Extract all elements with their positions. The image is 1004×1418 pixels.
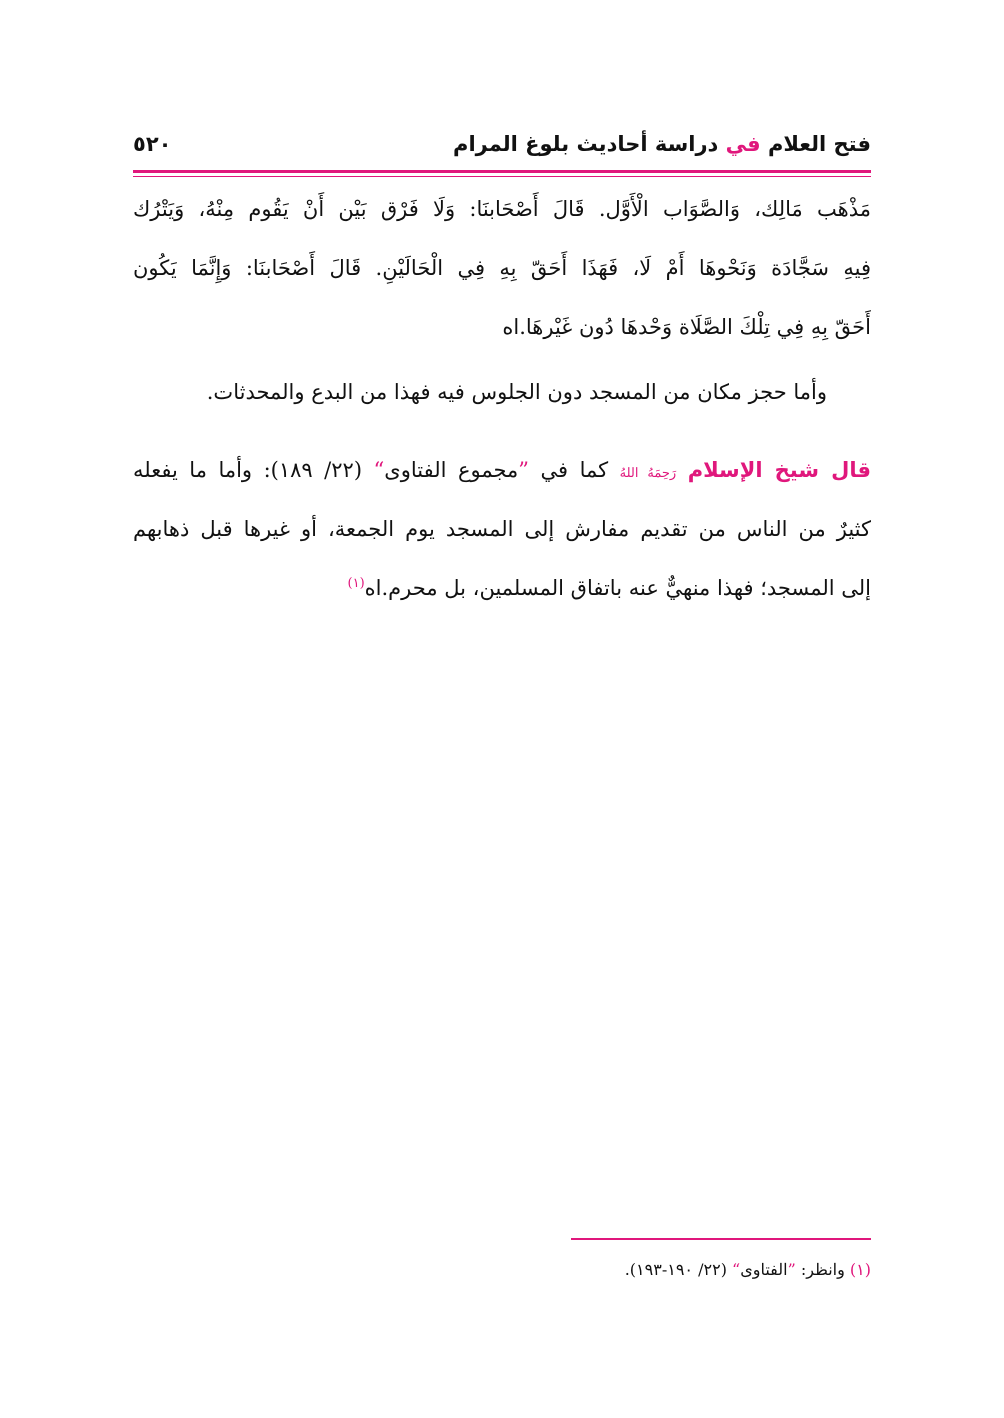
paragraph-shaykh-quote bbox=[133, 441, 871, 618]
quote-intro: كما في bbox=[529, 458, 620, 482]
footnote-citation: (٢٢/ ١٩٠-١٩٣). bbox=[624, 1260, 733, 1279]
header-rule-thick bbox=[133, 170, 871, 173]
paragraph-line: أَحَقّ بِهِ فِي تِلْكَ الصَّلَاة وَحْدهَا دُون غَيْرهَا.اه bbox=[502, 315, 871, 339]
footnote-separator bbox=[571, 1238, 871, 1240]
footnote bbox=[133, 1260, 871, 1279]
page-number: ٥٢٠ bbox=[133, 132, 172, 156]
footnote-quote-open: ” bbox=[787, 1260, 796, 1279]
paragraph-line bbox=[133, 559, 871, 618]
book-title-part1: فتح العلام bbox=[767, 132, 871, 156]
paragraph-line: فِيهِ سَجَّادَة وَنَحْوهَا أَمْ لَا، فَهَذَا أَحَقّ بِهِ فِي الْحَالَيْنِ. قَالَ أَصْحَابنَا: وَإِنَّمَا يَكُون bbox=[133, 256, 871, 280]
paragraph-line: مَذْهَب مَالِك، وَالصَّوَاب الْأَوَّل. قَالَ أَصْحَابنَا: وَلَا فَرْق بَيْن أَنْ يَقُوم مِنْهُ، وَيَتْرُك bbox=[133, 197, 871, 221]
speaker-label: قال شيخ الإسلام bbox=[687, 458, 871, 482]
honorific-glyph: رَحِمَهُ اللهُ bbox=[619, 466, 677, 481]
quote-mark-open: ” bbox=[518, 458, 530, 482]
paragraph-author-note bbox=[133, 363, 871, 422]
running-header bbox=[133, 130, 871, 164]
header-rule-thin bbox=[133, 176, 871, 177]
book-title-accent: في bbox=[725, 132, 761, 156]
footnote-reference: (١) bbox=[347, 576, 365, 591]
paragraph-line-text: إلى المسجد؛ فهذا منهيٌّ عنه باتفاق المسلمين، بل محرم.اه bbox=[364, 576, 871, 600]
footnote-book: الفتاوى bbox=[740, 1260, 788, 1279]
paragraph-line: وأما حجز مكان من المسجد دون الجلوس فيه فهذا من البدع والمحدثات. bbox=[206, 380, 827, 404]
paragraph-line: كثيرٌ من الناس من تقديم مفارش إلى المسجد يوم الجمعة، أو غيرها قبل ذهابهم bbox=[133, 517, 871, 541]
footnote-number: (١) bbox=[849, 1260, 871, 1279]
footnote-text: وانظر: bbox=[795, 1260, 850, 1279]
footnote-quote-close: “ bbox=[732, 1260, 741, 1279]
paragraph-line bbox=[133, 441, 871, 500]
book-title-part2: دراسة أحاديث بلوغ المرام bbox=[453, 132, 719, 156]
quote-mark-close: “ bbox=[373, 458, 385, 482]
book-reference: مجموع الفتاوى bbox=[384, 458, 519, 482]
citation-and-text: (٢٢/ ١٨٩): وأما ما يفعله bbox=[133, 458, 374, 482]
book-title bbox=[453, 132, 871, 156]
paragraph-quote-continuation bbox=[133, 180, 871, 357]
